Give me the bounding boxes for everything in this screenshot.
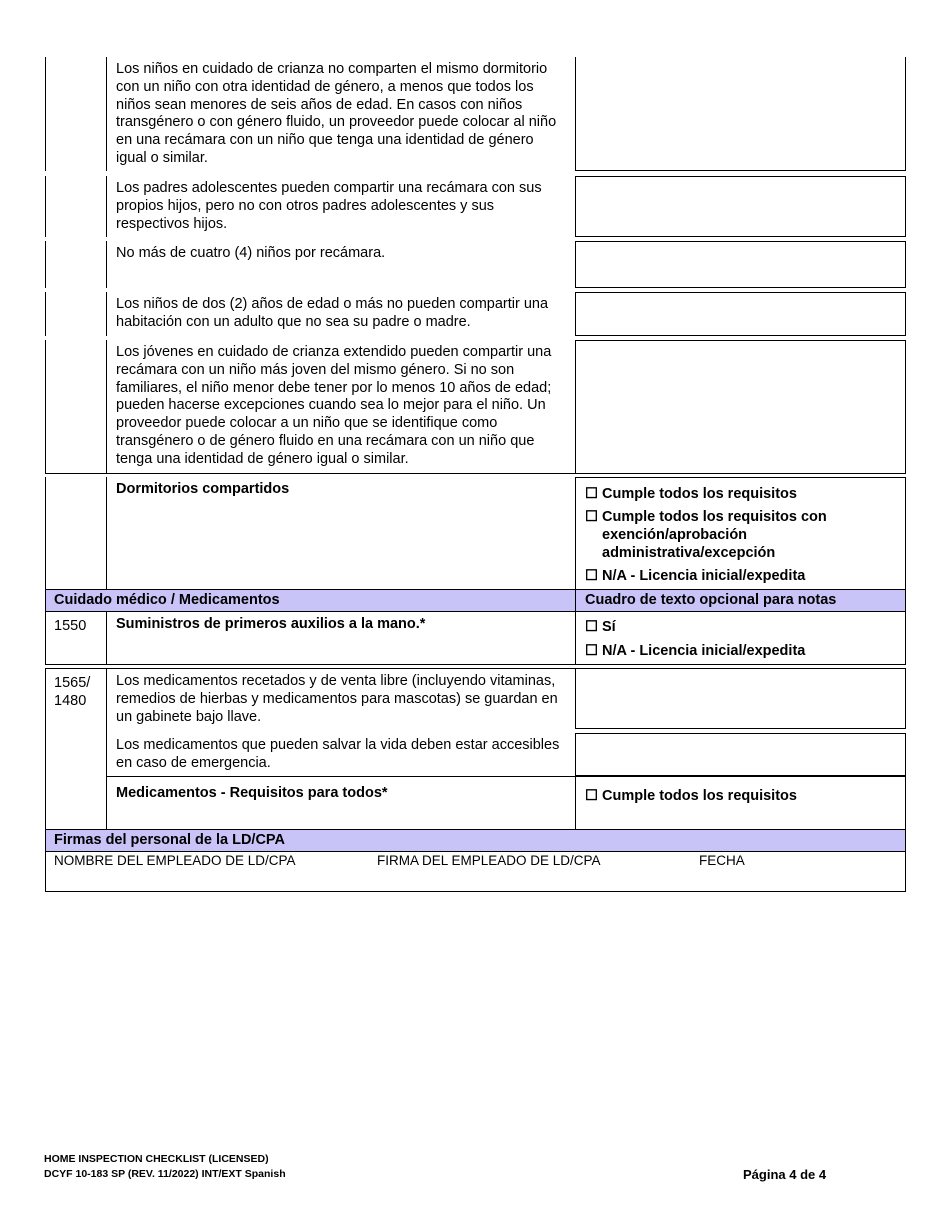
- requirement-text: No más de cuatro (4) niños por recámara.: [116, 245, 386, 261]
- notes-header: Cuadro de texto opcional para notas: [585, 592, 837, 608]
- checkbox-meets-all[interactable]: ☐ Cumple todos los requisitos: [585, 486, 797, 502]
- notes-box[interactable]: [575, 733, 906, 776]
- table-row: [45, 176, 906, 237]
- checkbox-na-initial[interactable]: ☐ N/A - Licencia inicial/expedita: [585, 568, 806, 584]
- notes-box[interactable]: [575, 668, 906, 729]
- table-row: [45, 57, 906, 171]
- table-row: [45, 729, 906, 776]
- notes-box[interactable]: [575, 57, 906, 171]
- requirement-text: Los padres adolescentes pueden compartir una recámara con sus propios hijos, pero no con otros padres adolescentes y sus respectivos hijos.: [116, 180, 542, 232]
- checkbox-icon: ☐: [585, 788, 598, 804]
- table-row: [45, 340, 906, 474]
- code-cell: [45, 776, 107, 829]
- requirement-text: Los jóvenes en cuidado de crianza extendido pueden compartir una recámara con un niño más joven del mismo género. Si no son familiares, el niño menor debe tener por lo menos 10 años de edad; pueden hacerse excepciones cuando sea lo mejor para el niño. Un proveedor puede colocar a un niño que se identifique como transgénero o de género fluido en una recámara con un niño que tenga una identidad de género igual o similar.: [116, 344, 552, 467]
- checkbox-icon: ☐: [585, 486, 598, 502]
- section-title: Cuidado médico / Medicamentos: [54, 592, 280, 608]
- table-row: [45, 241, 906, 288]
- code-cell: [45, 241, 107, 288]
- checkbox-icon: ☐: [585, 568, 598, 584]
- table-row: [45, 477, 906, 589]
- checkbox-yes[interactable]: ☐ Sí: [585, 619, 616, 635]
- code-cell: [45, 729, 107, 776]
- code-cell: [45, 340, 107, 473]
- notes-box[interactable]: [575, 292, 906, 336]
- signature-row: [45, 851, 906, 892]
- form-number: DCYF 10-183 SP (REV. 11/2022) INT/EXT Spanish: [44, 1168, 286, 1180]
- table-row: [45, 292, 906, 336]
- section-title: Firmas del personal de la LD/CPA: [54, 832, 285, 848]
- notes-box[interactable]: [575, 241, 906, 288]
- notes-box[interactable]: [575, 340, 906, 473]
- checkbox-na-initial[interactable]: ☐ N/A - Licencia inicial/expedita: [585, 643, 806, 659]
- compliance-options: [575, 477, 906, 589]
- requirement-text: Los niños de dos (2) años de edad o más no pueden compartir una habitación con un adulto que no sea su padre o madre.: [116, 296, 549, 330]
- date-label: FECHA: [699, 853, 745, 868]
- requirement-text: Los medicamentos que pueden salvar la vida deben estar accesibles en caso de emergencia.: [116, 737, 560, 771]
- requirement-text: Los medicamentos recetados y de venta libre (incluyendo vitaminas, remedios de hierbas y medicamentos para mascotas) se guardan en un gabinete bajo llave.: [107, 668, 575, 729]
- requirement-summary: Medicamentos - Requisitos para todos*: [107, 776, 575, 829]
- section-header-medical: [45, 589, 906, 612]
- compliance-options: [575, 612, 906, 664]
- table-row: [45, 668, 906, 729]
- code-cell: 1550: [45, 612, 107, 664]
- employee-name-label: NOMBRE DEL EMPLEADO DE LD/CPA: [54, 853, 296, 868]
- employee-signature-label: FIRMA DEL EMPLEADO DE LD/CPA: [377, 853, 601, 868]
- form-title: HOME INSPECTION CHECKLIST (LICENSED): [44, 1153, 269, 1165]
- compliance-options: [575, 776, 906, 829]
- checkbox-meets-with-exemption[interactable]: ☐ Cumple todos los requisitos con exención/aprobación administrativa/excepción: [585, 509, 827, 561]
- page-number: Página 4 de 4: [743, 1167, 827, 1182]
- checkbox-meets-all[interactable]: ☐ Cumple todos los requisitos: [585, 788, 797, 804]
- checkbox-icon: ☐: [585, 619, 598, 635]
- section-header-signatures: [45, 829, 906, 852]
- checkbox-icon: ☐: [585, 643, 598, 659]
- code-cell: [45, 57, 107, 171]
- notes-box[interactable]: [575, 176, 906, 237]
- code-cell: [45, 176, 107, 237]
- checkbox-icon: ☐: [585, 509, 598, 525]
- requirement-summary: Suministros de primeros auxilios a la mano.*: [116, 616, 426, 632]
- table-row: [45, 612, 906, 665]
- code-cell: 1565/ 1480: [45, 668, 107, 729]
- table-row: [45, 776, 906, 829]
- code-cell: [45, 477, 107, 589]
- code-cell: [45, 292, 107, 336]
- requirement-summary: Dormitorios compartidos: [116, 481, 290, 497]
- requirement-text: Los niños en cuidado de crianza no comparten el mismo dormitorio con un niño con otra identidad de género, a menos que todos los niños sean menores de seis años de edad. En casos con niños transgénero o con género fluido, un proveedor puede colocar al niño en una recámara con un niño que tenga una identidad de género igual o similar.: [116, 61, 557, 166]
